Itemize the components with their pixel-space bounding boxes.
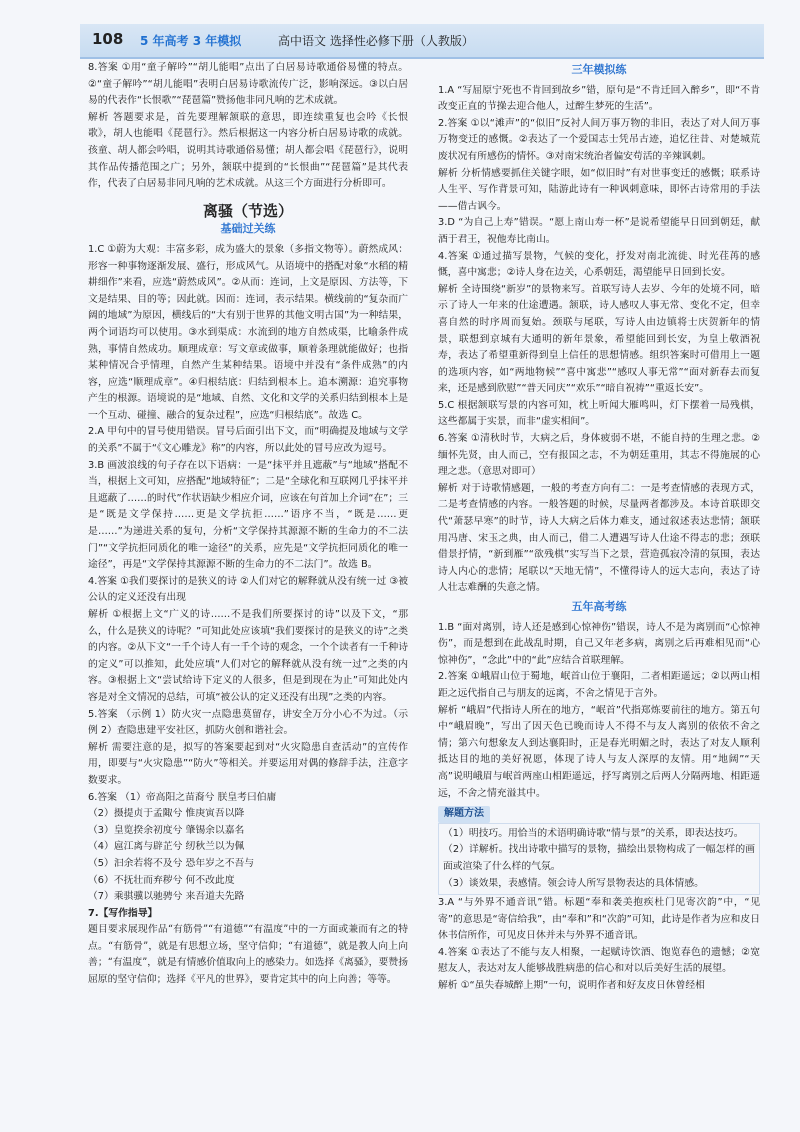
- answer-1: 1.C ①蔚为大观：丰富多彩，成为盛大的景象（多指文物等）。蔚然成风：形容一种事物逐渐发展、盛行，形成风气。从语境中的搭配对象“水稻的精耕细作”来看，应选“蔚然成风”。②从而：连词，上文是原因、方法等，下文是结果、目的等；因此就。因而：连词，表示结果。横线前的“复杂而广阔的地域”为原因，横线后的“大有别于世界的其他文明古国”为一种结果，两个词语均可以使用。③水到渠成：水流到的地方自然成渠，比喻条件成熟，事情自然成功。顺理成章：写文章或做事，顺着条理就能做好；也指某种情况合乎情理，自然产生某种结果。语境中并没有“条件成熟”的内容，应选“顺理成章”。④归根结底：归结到根本上。追本溯源：追究事物产生的根源。语境说的是“地域、自然、文化和文学的关系归结到根本上是一个互动、碰撞、融合的复杂过程”，应选“归根结底”。故选 C。: [88, 243, 408, 421]
- mock-analysis-2: 解析 分析情感要抓住关键字眼，如“似旧时”有对世事变迁的感慨；联系诗人生平、写作背景可知，陆游此诗有一种讽刺意味，即怀古诗常用的手法——借古讽今。: [438, 167, 760, 212]
- answer-6-line: （4）扈江离与辟芷兮 纫秋兰以为佩: [88, 841, 245, 853]
- mock-analysis-6: 解析 对于诗歌情感题，一般的考查方向有二：一是考查情感的表现方式，二是考查情感的内容。一般答题的时候，尽量两者都涉及。本诗首联即交代“萧瑟早寒”的时节，诗人大病之后体力难支，通过叙述表达悲情；颔联用冯唐、宋玉之典，由人而己，借二人遭遇写诗人仕途不得志的悲；颈联借景抒情，“新到雁”“欲残棋”实写当下之景，营造孤寂冷清的氛围，表达诗人内心的悲情；尾联以“天地无情”，不懂得诗人的远大志向，表达了诗人壮志难酬的失意之情。: [438, 482, 760, 594]
- method-content: [438, 823, 760, 895]
- mock-analysis-4: 解析 全诗围绕“新岁”的景物来写。首联写诗人去岁、今年的处境不同，暗示了诗人一年来的仕途遭遇。颔联，诗人感叹人事无常、变化不定，但幸喜自然的时序周而复始。颈联与尾联，写诗人由边镇将士庆贺新年的情景，联想到京城有大通明的新年景象，希望能回到长安，为皇上敬酒祝寿，表达了希望重新得到皇上信任的思想情感。组织答案时可借用上一题的选项内容，如“两地物候”“喜中寓悲”“感叹人事无常”“面对新春去而复来，还是感到欣慰”“普天同庆”“欢乐”“暗自祝祷”“重返长安”。: [438, 283, 760, 395]
- mock-answer-6: 6.答案 ①清秋时节，大病之后，身体疲弱不堪，不能自持的生理之悲。②缅怀先贤，由人而己，空有报国之志，不为朝廷重用，其志不得施展的心理之悲。（意思对即可）: [438, 433, 760, 478]
- answer-4: 4.答案 ①我们要探讨的是狭义的诗 ②人们对它的解释就从没有统一过 ③被公认的定义还没有出现: [88, 575, 408, 604]
- page-header: [40, 24, 764, 57]
- left-column: [88, 60, 408, 989]
- method-title: 解题方法: [438, 806, 490, 823]
- exam-answer-2: 2.答案 ①峨眉山位于蜀地，岷首山位于襄阳，二者相距遥远；②以两山相距之远代指自己与朋友的远离，不舍之情见于言外。: [438, 671, 760, 699]
- answer-3: 3.B 画波浪线的句子存在以下语病：一是“抹平并且遮蔽”与“地域”搭配不当，根据上文可知，应搭配“地域特征”；二是“全球化和互联网几乎抹平并且遮蔽了……的时代”作状语缺少相应介词，应该在句首加上介词“在”；三是“既是文学保持……更是文学抗拒……”语序不当，“既是……更是……”为递进关系的复句，分析“文学保持其源源不断的生命力的不二法门”“文学抗拒同质化的唯一途径”的关系，应先是“文学抗拒同质化的唯一途径”，再是“文学保持其源源不断的生命力的不二法门”。故选 B。: [88, 459, 408, 571]
- exam-answer-3: 3.A “与外界不通音讯”错。标题“奉和袭美抱疾杜门见寄次韵”中，“见寄”的意思是“寄信给我”，由“奉和”和“次韵”可知，此诗是作者为应和皮日休书信所作，可见皮日休并未与外界不通音讯。: [438, 897, 760, 942]
- writing-guide: 题目要求展现作品“有筋骨”“有道德”“有温度”中的一方面或兼而有之的特点。“有筋骨”，就是有思想立场，坚守信仰；“有道德”，就是教人向上向善；“有温度”，就是有情感价值取向上的感染力。如选择《离骚》，要赞扬屈原的坚守信仰；选择《平凡的世界》，要肯定其中的向上向善；等等。: [88, 924, 408, 986]
- mock-answer-3: 3.D “为自己上寿”错误。“愿上南山寿一杯”是说希望能早日回到朝廷，献酒于君王，祝他寿比南山。: [438, 217, 760, 245]
- answer-2: 2.A 甲句中的冒号使用错误。冒号后面引出下文，而“明确提及地域与文学的关系”不属于“《文心雕龙》称”的内容，所以此处的冒号应改为逗号。: [88, 426, 408, 455]
- brand-label: 5 年高考 3 年模拟: [140, 34, 242, 48]
- answer-5: 5.答案 （示例 1）防火灾一点隐患莫留存，讲安全万分小心不为过。（示例 2）查隐患建平安社区，抓防火创和谐社会。: [88, 708, 408, 737]
- mock-answer-1: 1.A “写屈原宁死也不肯回到故乡”错，原句是“不肯迁回入醉乡”，即“不肯改变正直的节操去迎合他人，过醉生梦死的生活”。: [438, 84, 760, 113]
- answer-6-line: （5）汩余若将不及兮 恐年岁之不吾与: [88, 857, 255, 869]
- method-box: [438, 802, 760, 895]
- method-item: （3）谈效果，表感情。领会诗人所写景物表达的具体情感。: [443, 877, 704, 889]
- subsection-title: 五年高考练: [571, 600, 627, 613]
- answer-6-line: （6）不抚壮而弃秽兮 何不改此度: [88, 874, 235, 886]
- answer-6-line: （7）乘骐骥以驰骋兮 来吾道夫先路: [88, 891, 245, 903]
- mock-answer-5: 5.C 根据颔联写景的内容可知，枕上听闻大雁鸣叫，灯下摆着一局残棋，这些都属于实景，而非“虚实相间”。: [438, 399, 760, 428]
- section-title: 离骚（节选）: [202, 201, 293, 220]
- exam-answer-4: 4.答案 ①表达了不能与友人相聚，一起赋诗饮酒、饱览春色的遗憾；②宽慰友人，表达对友人能够战胜病患的信心和对以后美好生活的展望。: [438, 946, 760, 975]
- mock-answer-4: 4.答案 ①通过描写景物，气候的变化，抒发对南北流徙、时光荏苒的感慨，喜中寓悲；②诗人身在边关，心系朝廷，渴望能早日回到长安。: [438, 250, 760, 279]
- mock-answer-2: 2.答案 ①以“滩声”的“似旧”反衬人间万事万物的非旧，表达了对人间万事万物变迁的感慨。②表达了一个爱国志士凭吊古迹，追忆往昔、对楚城荒废状况有所感伤的情怀。③对南宋统治者偏安苟活的辛辣讽刺。: [438, 117, 760, 162]
- exam-answer-1: 1.B “面对离别，诗人还是感到心惊神伤”错误，诗人不是为离别而“心惊神伤”，而是想到在此战乱时期，自己又年老多病，离别之后再难相见而“心惊神伤”，“念此”中的“此”应结合首联理解。: [438, 621, 760, 666]
- analysis-5: 解析 需要注意的是，拟写的答案要起到对“火灾隐患自查活动”的宣传作用，即要与“火灾隐患”“防火”等相关。并要运用对偶的修辞手法，注意字数要求。: [88, 741, 408, 786]
- right-column: [438, 60, 760, 995]
- method-item: （2）详解析。找出诗歌中描写的景物，描绘出景物构成了一幅怎样的画面或渲染了什么样的气氛。: [443, 844, 755, 872]
- writing-guide-title: 7.【写作指导】: [88, 907, 158, 919]
- method-item: （1）明技巧。用恰当的术语明确诗歌“情与景”的关系，即表达技巧。: [443, 827, 744, 839]
- page-number: 108: [92, 30, 124, 48]
- analysis-4: 解析 ①根据上文“广义的诗……不是我们所要探讨的诗”以及下文，“那么，什么是狭义的诗呢？”可知此处应该填“我们要探讨的是狭义的诗”之类的内容。②从下文“一千个诗人有一千个诗的观念，一个个读者有一千种诗的定义”可以推知，此处应填“人们对它的解释就从没有统一过”之类的内容。③根据上文“尝试给诗下定义的人很多，但是到现在为止”可知此处内容是对全文情况的总结，可填“被公认的定义还没有出现”之类的内容。: [88, 609, 408, 703]
- exam-analysis-2: 解析 “峨眉”代指诗人所在的地方，“岷首”代指郑炼要前往的地方。第五句中“峨眉晚”，写出了因天色已晚而诗人不得不与友人离别的依依不舍之情；第六句想象友人到达襄阳时，正是春光明媚之时，表达了对友人顺利抵达目的地的美好祝愿，体现了诗人与友人深厚的友情。用“地阔”“天高”说明峨眉与岷首两座山相距遥远，抒写离别之后两人分隔两地、相距遥远，不舍之情充溢其中。: [438, 704, 760, 799]
- analysis-8: 解析 答题要求是，首先要理解颔联的意思，即连续重复也会吟《长恨歌》，胡人也能唱《琵琶行》。然后根据这一内容分析白居易诗歌的成就。孩童、胡人都会吟唱，说明其诗歌通俗易懂；胡人都会唱《琵琶行》，说明其作品传播范围之广；另外，颔联中提到的“长恨曲”“琵琶篇”是其代表作，代表了白居易非同凡响的艺术成就。从这三个方面进行分析即可。: [88, 111, 408, 190]
- subsection-title: 三年模拟练: [571, 63, 627, 76]
- answer-8: 8.答案 ①用“童子解吟”“胡儿能唱”点出了白居易诗歌通俗易懂的特点。②“童子解吟”“胡儿能唱”表明白居易诗歌流传广泛，影响深远。③以白居易的代表作“长恨歌”“琵琶篇”赞扬他非同凡响的艺术成就。: [88, 62, 408, 107]
- exam-analysis-4: 解析 ①“虽失春城醉上期”一句，说明作者和好友皮日休曾经相: [438, 980, 705, 992]
- answer-6-line: 6.答案 （1）帝高阳之苗裔兮 朕皇考曰伯庸: [88, 791, 277, 803]
- book-title: 高中语文 选择性必修下册（人教版）: [278, 34, 474, 48]
- subsection-title: 基础过关练: [220, 222, 276, 236]
- answer-6-line: （3）皇览揆余初度兮 肇锡余以嘉名: [88, 824, 245, 836]
- answer-6-line: （2）摄提贞于孟陬兮 惟庚寅吾以降: [88, 808, 245, 820]
